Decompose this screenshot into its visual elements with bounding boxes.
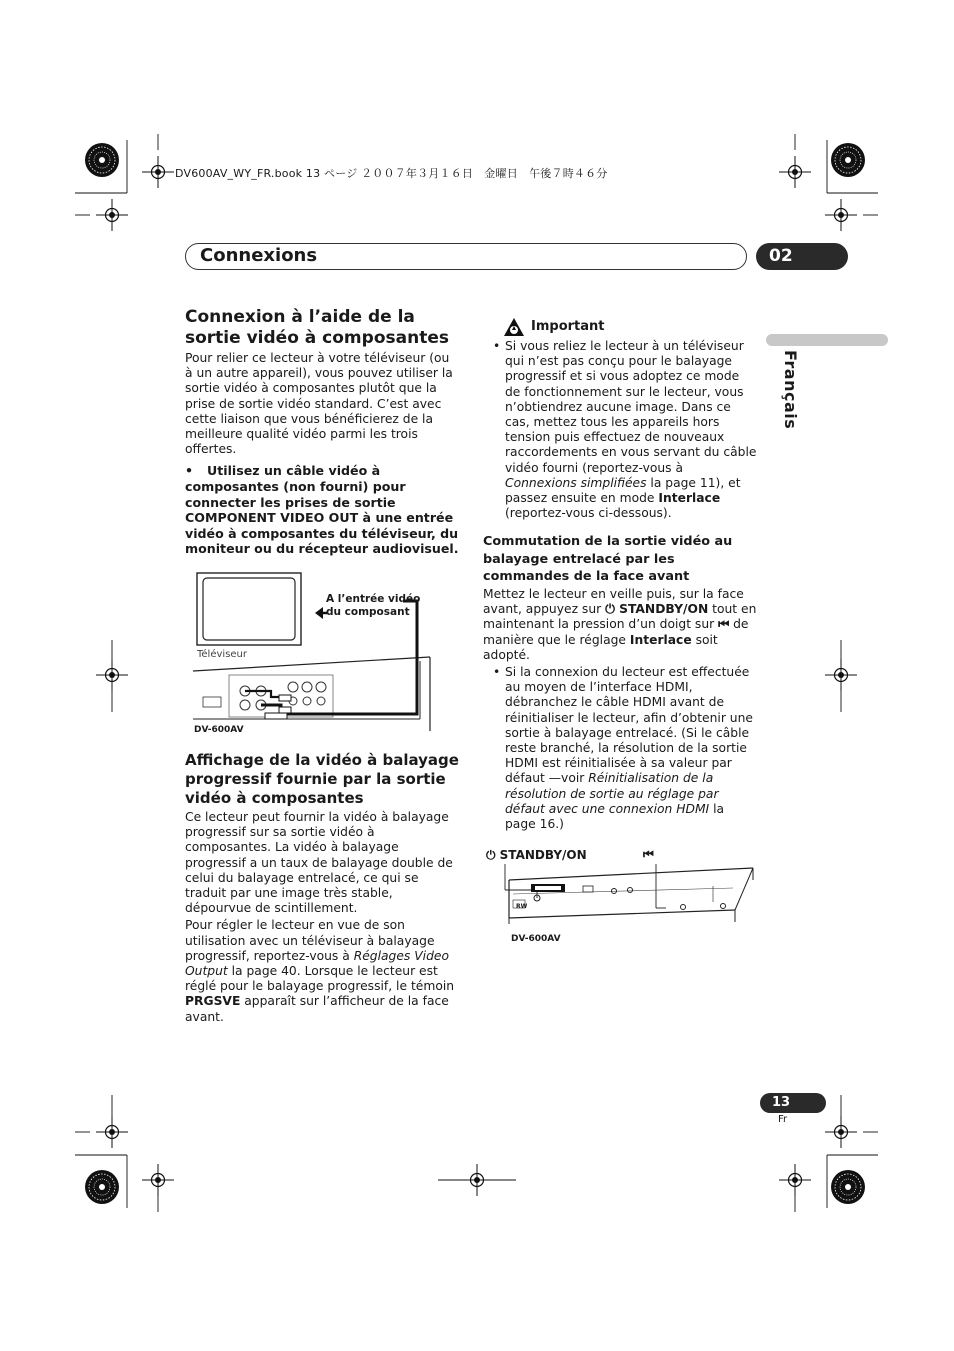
progressive-paragraph-1: Ce lecteur peut fournir la vidéo à balayage progressif sur sa sortie vidéo à composantes. La vidéo à balayage progressif a un taux de balayage double de celui du balayage entrelacé, ce qui se traduit par une image très stable, dépourvue de scintillement. xyxy=(185,809,453,916)
chapter-title: Connexions xyxy=(200,245,318,266)
previous-label: ⏮ xyxy=(643,847,654,862)
text-run: apparaît sur l’afficheur de la face avant. xyxy=(185,994,449,1024)
device-label-2: DV-600AV xyxy=(511,934,561,945)
hdmi-bullet xyxy=(483,665,758,832)
text-run: Si la connexion du lecteur est effectuée au moyen de l’interface HDMI, débranchez le câble HDMI avant de réinitialiser le lecteur, afin d’obtenir une sortie à balayage entrelacé. (Si le câble reste branché, la résolution de la sortie HDMI est réinitialisée à sa valeur par défaut —voir xyxy=(505,664,753,786)
rw-label: RW xyxy=(516,903,528,911)
standby-button-ref: ⏻ STANDBY/ON xyxy=(605,602,709,617)
heading-progressive: Affichage de la vidéo à balayage progressif fournie par la sortie vidéo à composantes xyxy=(185,750,459,807)
text-run: Si vous reliez le lecteur à un téléviseur qui n’est pas conçu pour le balayage progressif et si vous adoptez ce mode de fonctionnement sur le lecteur, vous n’obtiendrez aucune image. Dans ce cas, mettez tous les appareils hors tension puis effectuez de nouveaux raccordements en vous servant du câble vidéo fourni (reportez-vous à xyxy=(505,339,757,475)
intro-paragraph: Pour relier ce lecteur à votre téléviseur (ou à un autre appareil), vous pouvez utiliser la sortie vidéo à composantes plutôt que la prise de sortie vidéo standard. C’est avec cette liaison que vous bénéficierez de la meilleure qualité vidéo parmi les trois offertes. xyxy=(185,351,453,457)
heading-interlace: Commutation de la sortie vidéo au balayage entrelacé par les commandes de la face avant xyxy=(483,534,733,585)
text-run: la page 11), et passez ensuite en mode xyxy=(505,475,741,506)
mode-name: Interlace xyxy=(629,632,692,647)
text-run: la page 40. Lorsque le lecteur est réglé pour le balayage progressif, le témoin xyxy=(185,964,455,994)
file-info: DV600AV_WY_FR.book 13 ページ ２００７年３月１６日 金曜日 午後７時４６分 xyxy=(175,167,608,180)
device-label: DV-600AV xyxy=(194,724,244,735)
text-run: tout en maintenant la pression d’un doigt sur xyxy=(483,602,757,632)
reference-link: Réglages Video Output xyxy=(185,948,449,979)
language-label: Français xyxy=(781,350,800,430)
warning-icon xyxy=(503,317,525,337)
interlace-paragraph xyxy=(483,587,758,663)
text-run: (reportez-vous ci-dessous). xyxy=(505,506,672,521)
mode-name: Interlace xyxy=(658,491,721,506)
input-label-line-2: du composant xyxy=(326,605,410,618)
reference-link: Connexions simplifiées xyxy=(505,475,647,490)
text-run: soit adopté. xyxy=(483,632,718,662)
right-column xyxy=(483,317,758,950)
text-run: Mettez le lecteur en veille puis, sur la face avant, appuyez sur xyxy=(483,586,744,617)
language-tab xyxy=(766,334,888,346)
important-header xyxy=(483,317,758,337)
connection-diagram xyxy=(185,571,460,739)
previous-button-ref: ⏮ xyxy=(718,617,730,632)
page-number: 13 xyxy=(760,1093,826,1113)
indicator-name: PRGSVE xyxy=(185,994,241,1009)
left-column xyxy=(185,307,460,1027)
text-run: la page 16.) xyxy=(505,801,725,831)
text-run: Pour régler le lecteur en vue de son utilisation avec un téléviseur à balayage progressif, reportez-vous à xyxy=(185,918,435,963)
important-title: Important xyxy=(531,319,605,335)
tv-label: Téléviseur xyxy=(197,648,247,660)
front-panel-diagram xyxy=(483,847,758,950)
progressive-paragraph-2 xyxy=(185,918,460,1024)
instruction-text: Utilisez un câble vidéo à composantes (non fourni) pour connecter les prises de sortie COMPONENT VIDEO OUT à une entrée vidéo à composantes du téléviseur, du moniteur ou du récepteur audiovisuel. xyxy=(185,463,459,557)
instruction-bullet: • Utilisez un câble vidéo à composantes (non fourni) pour connecter les prises de sortie COMPONENT VIDEO OUT à une entrée vidéo à composantes du téléviseur, du moniteur ou du récepteur audiovisuel. xyxy=(185,463,459,557)
heading-component-video: Connexion à l’aide de la sortie vidéo à composantes xyxy=(185,307,449,348)
text-run: de manière que le réglage xyxy=(483,617,749,647)
standby-label: ⏻ STANDBY/ON xyxy=(486,848,587,863)
chapter-number: 02 xyxy=(756,243,848,270)
reference-link: Réinitialisation de la résolution de sortie au réglage par défaut avec une connexion HDMI xyxy=(505,771,719,816)
page-language: Fr xyxy=(778,1114,788,1125)
input-label-line-1: A l’entrée vidéo xyxy=(326,592,421,605)
important-bullet xyxy=(483,339,758,521)
